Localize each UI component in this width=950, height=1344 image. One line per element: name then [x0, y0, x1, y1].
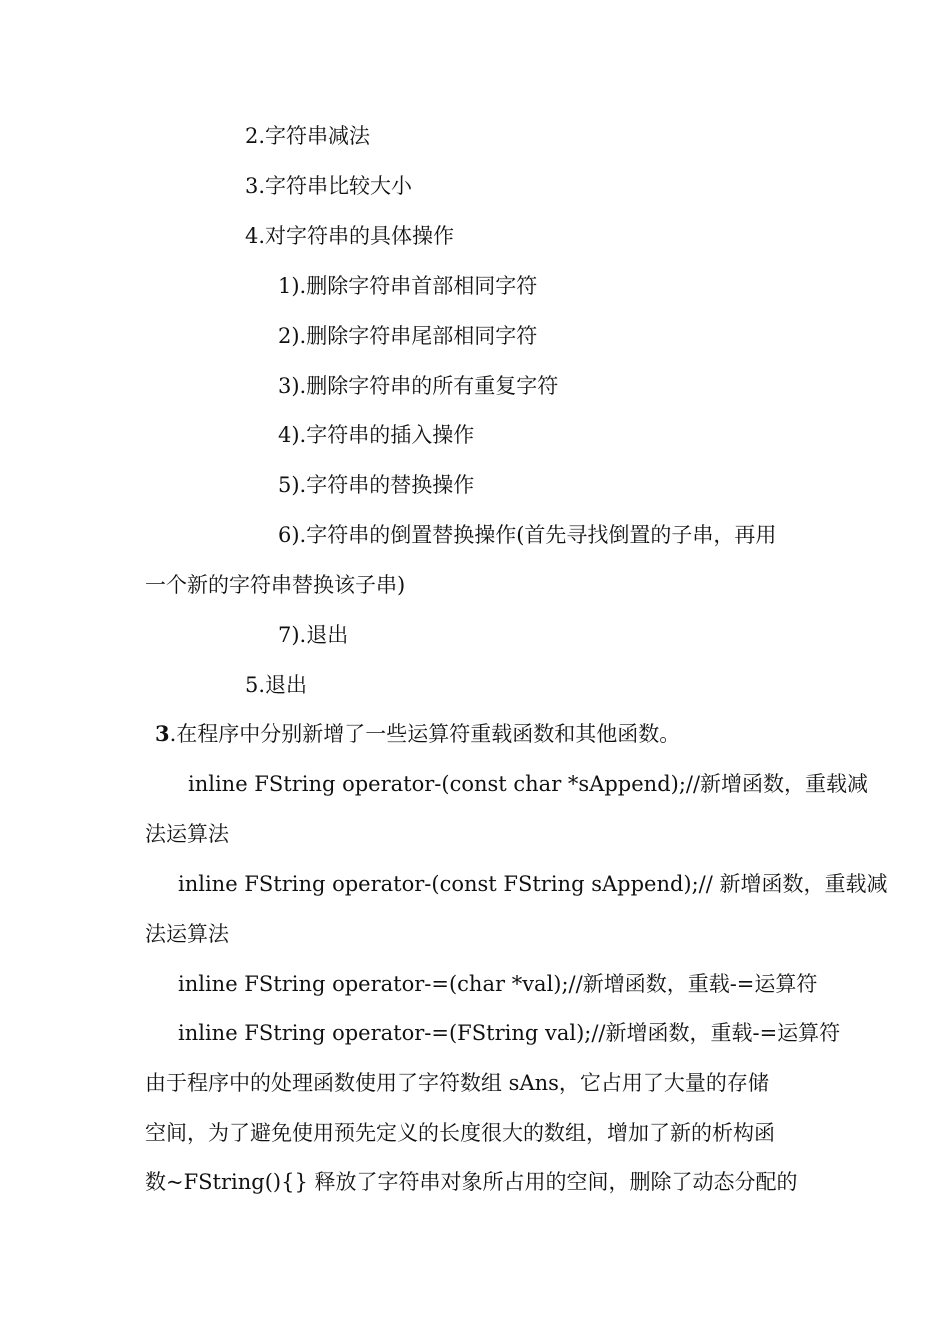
submenu-item-reverse-replace-cont: 一个新的字符串替换该子串)	[145, 573, 406, 597]
menu-item-exit: 5.退出	[245, 673, 308, 697]
code-line-operator-minus-char: inline FString operator-(const char *sAppend);//新增函数，重载减	[188, 772, 869, 796]
submenu-item-insert: 4).字符串的插入操作	[278, 423, 475, 447]
submenu-item-delete-duplicates: 3).删除字符串的所有重复字符	[278, 374, 559, 398]
paragraph-line-1: 由于程序中的处理函数使用了字符数组 sAns，它占用了大量的存储	[145, 1071, 769, 1095]
paragraph-line-2: 空间，为了避免使用预先定义的长度很大的数组，增加了新的析构函	[145, 1121, 775, 1145]
menu-item-string-compare: 3.字符串比较大小	[245, 174, 413, 198]
code-line-operator-minus-assign-char: inline FString operator-=(char *val);//新增函数，重载-=运算符	[178, 972, 818, 996]
submenu-item-delete-tail: 2).删除字符串尾部相同字符	[278, 324, 538, 348]
code-line-operator-minus-assign-fstring: inline FString operator-=(FString val);//新增函数，重载-=运算符	[178, 1021, 841, 1045]
code-line-operator-minus-fstring-cont: 法运算法	[145, 922, 229, 946]
submenu-item-replace: 5).字符串的替换操作	[278, 473, 475, 497]
paragraph-line-3: 数~FString(){} 释放了字符串对象所占用的空间，删除了动态分配的	[145, 1170, 798, 1194]
code-line-operator-minus-fstring: inline FString operator-(const FString sAppend);// 新增函数，重载减	[178, 872, 888, 896]
menu-item-string-operations: 4.对字符串的具体操作	[245, 224, 455, 248]
code-line-operator-minus-char-cont: 法运算法	[145, 822, 229, 846]
menu-item-string-subtraction: 2.字符串减法	[245, 124, 371, 148]
submenu-item-reverse-replace: 6).字符串的倒置替换操作(首先寻找倒置的子串，再用	[278, 523, 777, 547]
submenu-item-exit: 7).退出	[278, 623, 349, 647]
submenu-item-delete-head: 1).删除字符串首部相同字符	[278, 274, 538, 298]
section-3-heading	[155, 719, 680, 749]
section-text: .在程序中分别新增了一些运算符重载函数和其他函数。	[169, 722, 681, 746]
section-number: 3	[155, 721, 170, 746]
